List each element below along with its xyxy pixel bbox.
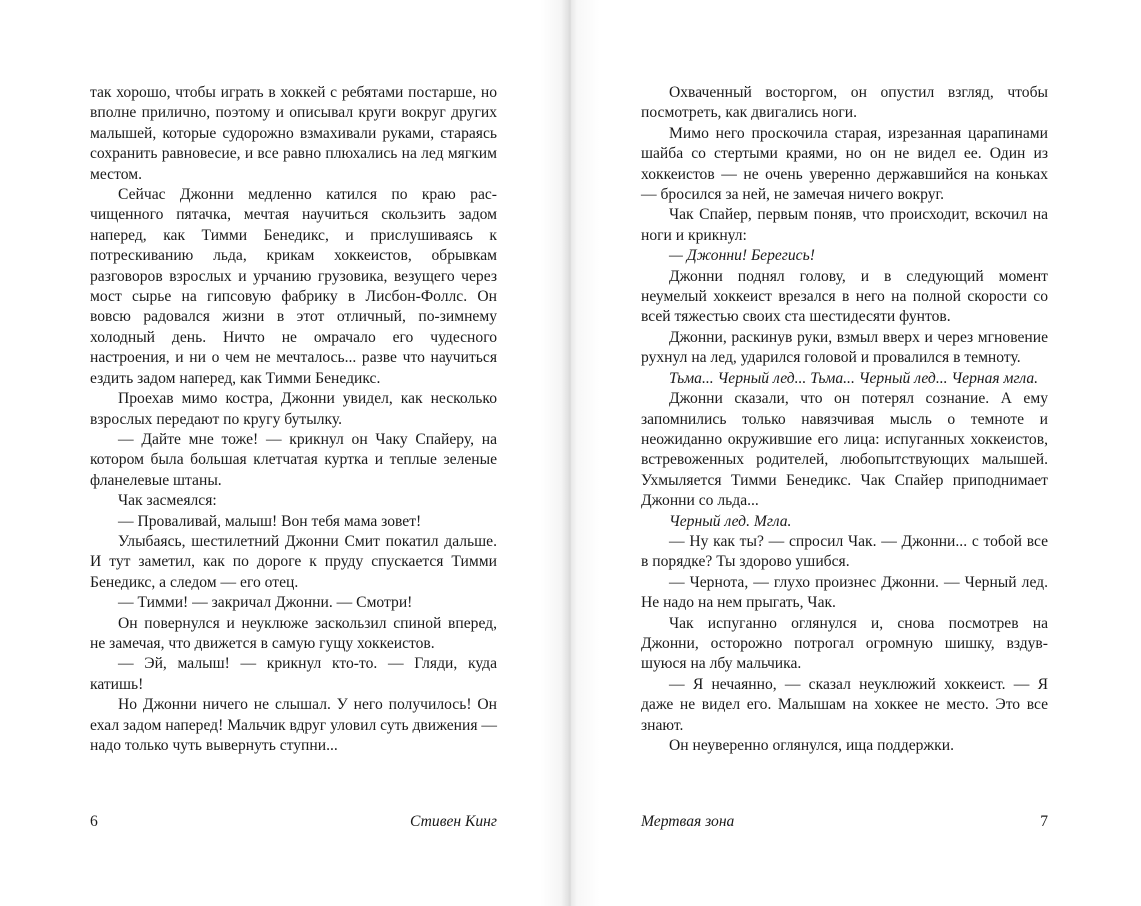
paragraph: — Проваливай, малыш! Вон тебя мама зовет! xyxy=(118,512,422,530)
right-page-text xyxy=(641,83,1048,756)
paragraph: Он повернулся и неуклюже заскользил спиной вперед, не замечая, что движется в самую гущу хоккеистов. xyxy=(90,614,497,652)
right-running-title: Мертвая зона xyxy=(641,813,735,830)
paragraph: Черный лед. Мгла. xyxy=(669,512,792,530)
left-page-text xyxy=(90,83,497,756)
paragraph: — Тимми! — закричал Джонни. — Смотри! xyxy=(118,594,413,612)
paragraph: Он неуверенно оглянулся, ища поддержки. xyxy=(669,737,955,754)
paragraph: — Чернота, — глухо произнес Джонни. — Черный лед. Не надо на нем прыгать, Чак. xyxy=(641,573,1048,612)
paragraph: — Я нечаянно, — сказал неуклюжий хоккеист. — Я даже не видел его. Малышам на хоккее не место. Это все знают. xyxy=(641,675,1048,734)
paragraph: — Дайте мне тоже! — крикнул он Чаку Спайеру, на котором была большая клетчатая куртка и теплые зеленые фланелевые штаны. xyxy=(90,430,497,489)
paragraph: Улыбаясь, шестилетний Джонни Смит покатил дальше. И тут заметил, как по дороге к пруду спускается Тимми Бенедикс, а следом — его отец. xyxy=(90,532,497,591)
left-page-number: 6 xyxy=(90,813,98,830)
paragraph: Проехав мимо костра, Джонни увидел, как несколько взрослых передают по кругу бутылку. xyxy=(90,390,497,428)
paragraph: Мимо него проскочила старая, изрезанная царапинами шайба со стертыми краями, но он не видел ее. Один из хоккеистов — не очень уверенно державшийся на коньках — бросился за ней, не замечая ничего вокруг. xyxy=(641,124,1048,204)
paragraph: Джонни поднял голову, и в следующий момент неумелый хоккеист врезался в него на полной скорости со всей тяжестью своих ста шестидесяти фунтов. xyxy=(641,267,1048,326)
paragraph: Чак испуганно оглянулся и, снова посмотрев на Джонни, осторожно потрогал огромную шишку, вздувшуюся на лбу мальчика. xyxy=(641,614,1048,673)
paragraph: — Джонни! Берегись! xyxy=(669,247,815,265)
paragraph: — Ну как ты? — спросил Чак. — Джонни... с тобой все в порядке? Ты здорово ушибся. xyxy=(641,532,1048,571)
book-gutter-shadow xyxy=(540,0,600,906)
paragraph: Чак Спайер, первым поняв, что происходит, вскочил на ноги и крикнул: xyxy=(641,206,1048,244)
paragraph: Охваченный восторгом, он опустил взгляд, чтобы посмотреть, как двигались ноги. xyxy=(641,84,1048,122)
paragraph: — Эй, малыш! — крикнул кто-то. — Гляди, куда катишь! xyxy=(90,655,497,693)
paragraph: Джонни, раскинув руки, взмыл вверх и через мгновение рухнул на лед, ударился головой и провалился в темноту. xyxy=(641,328,1048,367)
paragraph: Сейчас Джонни медленно катился по краю расчищенного пятачка, мечтая научиться скользить задом наперед, как Тимми Бенедикс, и прислушиваясь к потрескиванию льда, крикам хоккеистов, обрывкам разговоров взрослых и урчанию грузовика, везущего через мост сырье на гипсовую фабрику в Лисбон-Фоллс. Он вовсю радовался жизни в этот отличный, по-зимнему холодный день. Ничто не омрачало его чудесного настроения, и ни о чем не мечталось... разве что научиться ездить задом наперед, как Тимми Бенедикс. xyxy=(90,186,497,387)
paragraph: так хорошо, чтобы играть в хоккей с ребятами постарше, но вполне прилично, поэтому и описывал круги вокруг других малышей, которые судорожно взмахивали руками, стараясь сохранить равновесие, и все равно плюхались на лед мягким местом. xyxy=(90,84,497,183)
paragraph: Джонни сказали, что он потерял сознание. А ему запомнились только навязчивая мысль о темноте и неожиданно окружившие его лица: испуганных хоккеистов, встревоженных родителей, любопытствующих малышей. Ухмыляется Тимми Бенедикс. Чак Спайер приподнимает Джонни со льда... xyxy=(641,390,1048,510)
paragraph: Но Джонни ничего не слышал. У него получилось! Он ехал задом наперед! Мальчик вдруг уловил суть движения — надо только чуть вывернуть ступни... xyxy=(90,696,497,754)
left-running-title: Стивен Кинг xyxy=(410,813,497,830)
paragraph: Чак засмеялся: xyxy=(118,492,217,510)
right-page-number: 7 xyxy=(1040,813,1048,830)
paragraph: Тьма... Черный лед... Тьма... Черный лед... Черная мгла. xyxy=(669,369,1039,387)
